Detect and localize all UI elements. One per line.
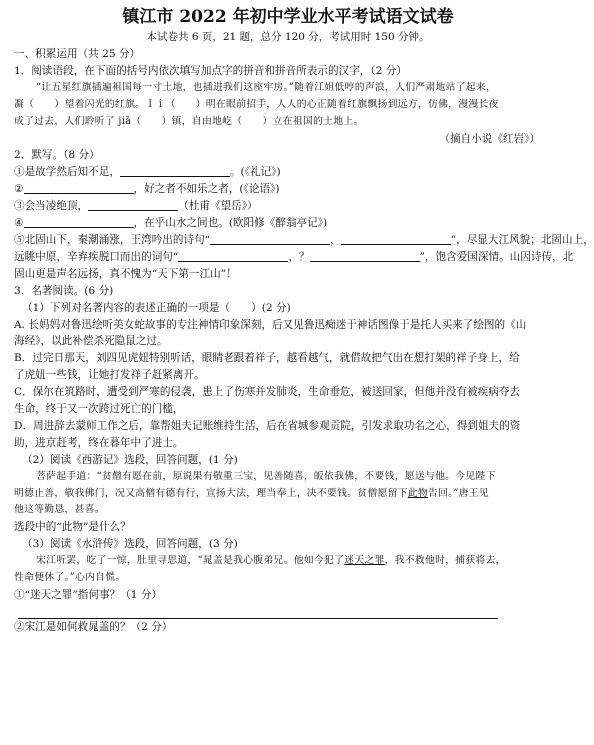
journey-west-excerpt: 菩萨起手道：“贫僧有愿在前，原说果有敬重三宝，见善随喜，皈依我佛，不要钱，愿送与他。今见陛下 [36,470,496,482]
dictation-line-3: ③会当凌绝顶， （杜甫《望岳》） [14,200,258,213]
question-prompt: ①“迷天之罪”指何事？（1 分） [14,589,163,601]
option-b-continued: 了虎妞一些钱，让她打发祥子赶紧离开。 [14,369,205,382]
question-3-sub-2: （2）阅读《西游记》选段，回答问题，(1 分) [22,453,238,466]
answer-blank[interactable] [341,232,451,245]
section-heading: 一、积累运用（共 25 分） [14,48,141,60]
question-1-passage-line: “让五星红旗插遍祖国每一寸土地，也插进我们这座牢房。”随着江姐低哼的声浪，人们严肃地站了起来， [36,81,497,93]
journey-west-excerpt: 他这等勤恳，甚喜。 [14,504,105,516]
question-prompt: ②宋江是如何救晁盖的？（2 分） [14,620,173,633]
option-a-continued: 海经》，以此补偿杀死隐鼠之过。 [14,335,168,348]
answer-blank[interactable] [178,249,288,262]
underlined-term: 迷天之罪 [344,555,385,567]
option-c-continued: 生命，终于又一次跨过死亡的门槛， [14,403,184,416]
option-d-continued: 助，进京赶考，终在暮年中了进士。 [14,436,184,449]
question-2-stem: 2．默写。（8 分） [14,149,100,162]
option-c: C．保尔在筑路时，遭受到严寒的侵袭，患上了伤寒并发肺炎，生命垂危，被送回家，但他并没有被疾病夺去 [14,386,521,399]
option-b: B．过完日那天，刘四见虎妞特别听话，眼睛老跟着祥子，越看越气，就借故把气出在想打架的祥子身上，给 [14,352,520,365]
answer-blank[interactable] [24,215,134,228]
option-a: A. 长妈妈对鲁迅绘听美女蛇故事的专注神情印象深刻，后又见鲁迅痴迷于神话图像于是托人买来了绘图的《山 [14,318,527,331]
question-3-sub-1: （1）下列对名著内容的表述正确的一项是（ ）(2 分) [22,301,291,314]
question-3-sub-3: （3）阅读《水浒传》选段，回答问题，(3 分) [22,538,238,551]
dictation-line-7: 固山更是声名远扬，真不愧为“天下第一江山”！ [14,267,237,280]
dictation-line-5: ⑤北固山下，秦潮涌涨，王湾吟出的诗句“ ， ”，尽显大江风貌；北固山上， [14,233,594,246]
question-prompt: 选段中的“此物”是什么？ [14,521,131,534]
answer-blank[interactable] [120,164,230,177]
option-d: D．周进辞去蒙师工作之后，靠帮姐夫记账维持生活，后在省城参观贡院，引发求取功名之心，得到姐夫的资 [14,419,521,432]
answer-blank[interactable] [210,232,330,245]
question-1-passage-line: 成了过去，人们聆听了 jiā（ ）镇，自由地屹（ ）立在祖国的土地上。 [14,115,364,127]
exam-subtitle: 本试卷共 6 页，21 题，总分 120 分，考试用时 150 分钟。 [146,31,430,43]
answer-line[interactable] [18,604,498,619]
water-margin-excerpt: 宋江听罢，吃了一惊，肚里寻思道，“晁盖是我心腹弟兄。他如今犯了迷天之罪，我不救他时，捕获将去， [36,555,506,567]
answer-blank[interactable] [310,249,420,262]
question-1-passage-line: 凝（ ）望着闪光的红旗。Ｉｉ（ ）明在眼前招手，人人的心正随着红旗飘扬到远方，仿佛，漫漫长夜 [14,98,499,110]
dictation-line-2: ② ，好之者不如乐之者，(《论语》) [14,183,280,196]
question-3-stem: 3．名著阅读。(6 分) [14,284,114,297]
exam-title: 镇江市 2022 年初中学业水平考试语文试卷 [122,7,454,27]
question-1-stem: 1．阅读语段，在下面的括号内依次填写加点字的拼音和拼音所表示的汉字，（2 分） [14,64,407,77]
answer-blank[interactable] [88,198,178,211]
dictation-line-4: ④ ，在乎山水之间也。(欧阳修《醉翁亭记》) [14,217,328,230]
question-1-source: （摘自小说《红岩》） [439,132,540,145]
underlined-term: 此物 [407,487,428,499]
answer-blank[interactable] [24,181,134,194]
journey-west-excerpt: 明德止善，敬我佛门，况又高僧有德有行，宣扬大法，理当奉上，决不要钱。贫僧愿留下此物告回。”唐王见 [14,487,489,499]
dictation-line-6: 远眺中原，辛弃疾脱口而出的词句“ ，？ ”，饱含爱国深情。山因诗传，北 [14,250,574,263]
dictation-line-1: ①是故学然后知不足， 。(《礼记》) [14,166,281,179]
water-margin-excerpt: 性命便休了。”心内自慌。 [14,572,126,584]
